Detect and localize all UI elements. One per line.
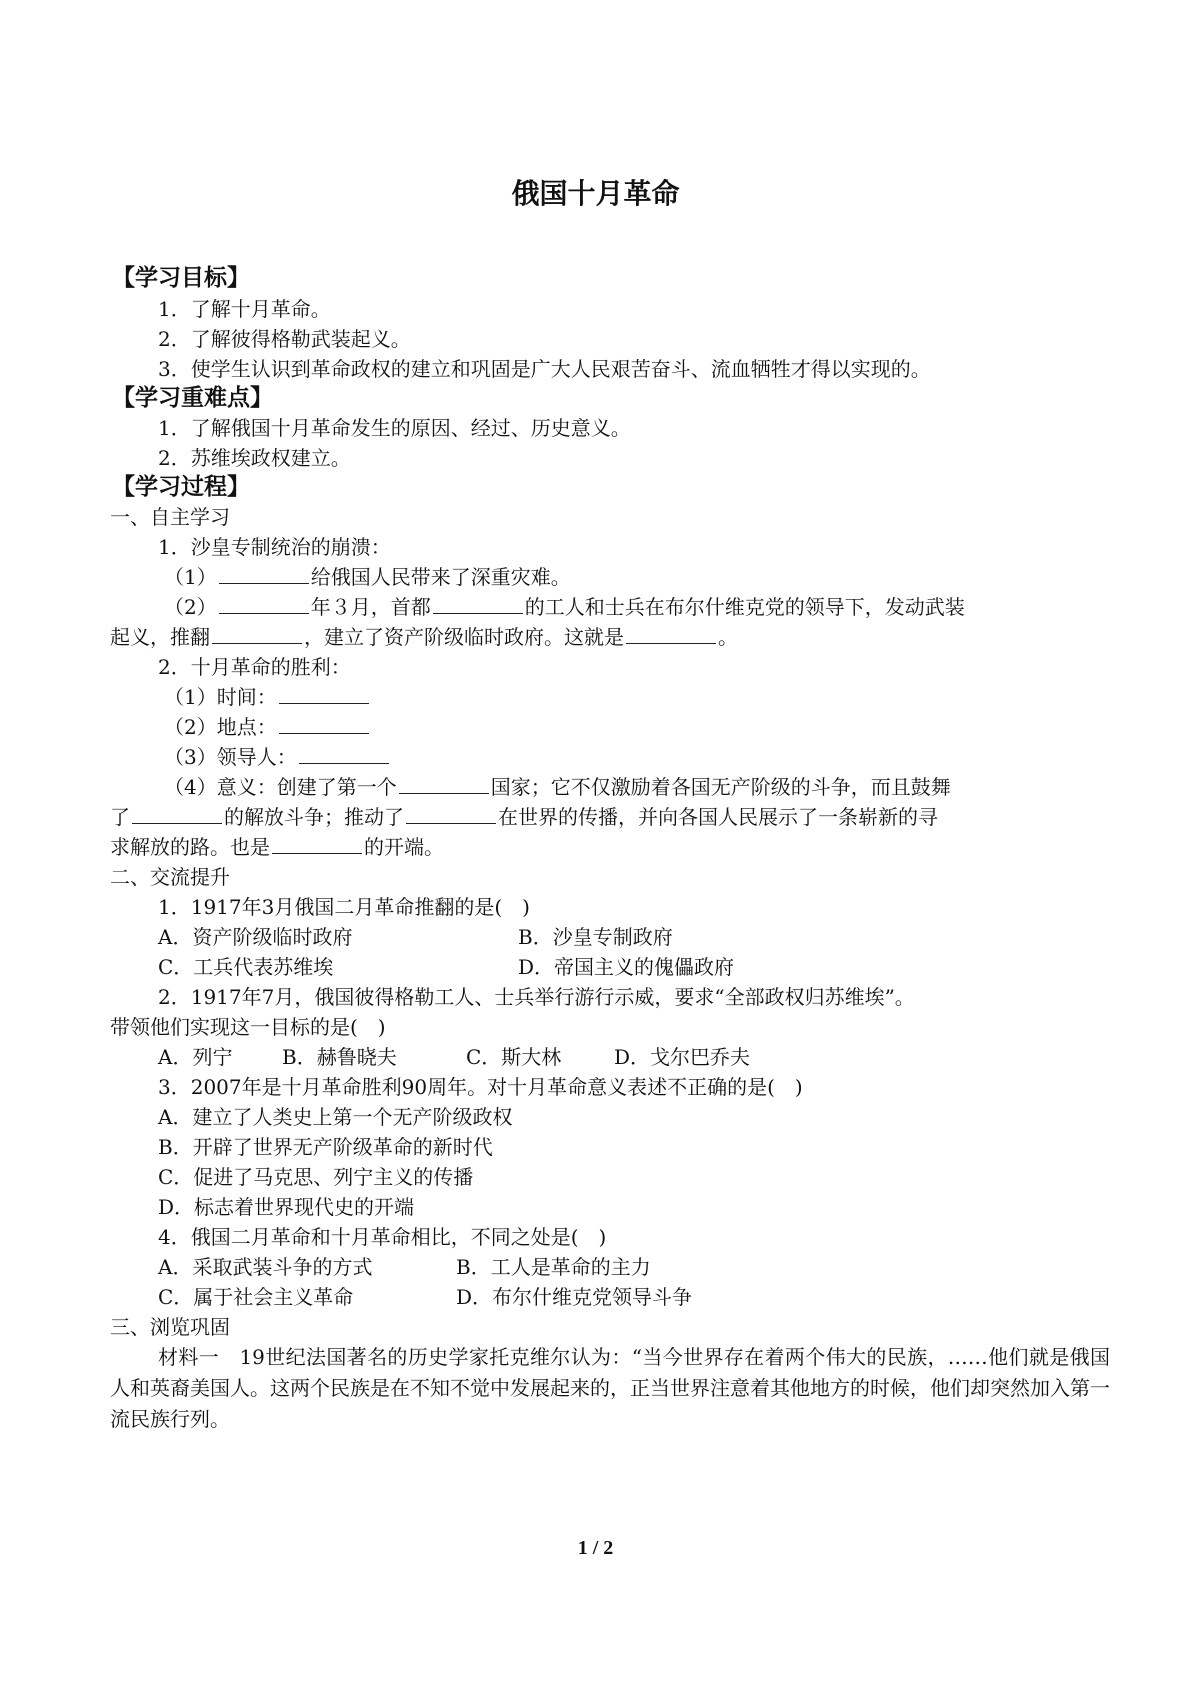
s2-q1-option-b[interactable]: B．沙皇专制政府 <box>518 925 673 949</box>
q2-sig-text: 的解放斗争；推动了 <box>224 805 404 829</box>
key-points-heading: 【学习重难点】 <box>112 385 273 411</box>
fill-blank[interactable] <box>279 683 369 704</box>
fill-blank[interactable] <box>279 713 369 734</box>
fill-blank[interactable] <box>272 833 362 854</box>
s2-q4-option-c[interactable]: C．属于社会主义革命 <box>158 1285 354 1309</box>
s2-q2-line1: 2．1917年7月，俄国彼得格勒工人、士兵举行游行示威，要求“全部政权归苏维埃”。 <box>158 985 915 1009</box>
q2-leader-line <box>164 742 391 772</box>
q2-title: 2．十月革命的胜利： <box>158 655 351 679</box>
section2-title: 二、交流提升 <box>110 865 230 889</box>
s2-q2-option-c[interactable]: C．斯大林 <box>466 1045 562 1069</box>
q2-place-label: （2）地点： <box>164 715 277 739</box>
q2-sig-text: 国家；它不仅激励着各国无产阶级的斗争，而且鼓舞 <box>490 775 951 799</box>
objectives-heading: 【学习目标】 <box>112 265 250 291</box>
q1-b-text: 年３月，首都 <box>310 595 431 619</box>
s2-q1: 1．1917年3月俄国二月革命推翻的是( ) <box>158 895 530 919</box>
fill-blank[interactable] <box>406 803 496 824</box>
q1-a-text: 给俄国人民带来了深重灾难。 <box>310 565 571 589</box>
process-heading: 【学习过程】 <box>112 474 250 500</box>
s2-q4-option-b[interactable]: B．工人是革命的主力 <box>456 1255 651 1279</box>
page-number: 1 / 2 <box>577 1537 614 1559</box>
s2-q4: 4．俄国二月革命和十月革命相比，不同之处是( ) <box>158 1225 607 1249</box>
q2-sig-text: 求解放的路。也是 <box>110 835 270 859</box>
q2-sig-line1 <box>164 772 951 802</box>
q2-time-line <box>164 682 371 712</box>
q1-a-line <box>164 562 571 592</box>
fill-blank[interactable] <box>132 803 222 824</box>
fill-blank[interactable] <box>626 623 716 644</box>
s2-q3-option-c[interactable]: C．促进了马克思、列宁主义的传播 <box>158 1165 474 1189</box>
s2-q1-option-c[interactable]: C．工兵代表苏维埃 <box>158 955 334 979</box>
q1-b2-text: ，建立了资产阶级临时政府。这就是 <box>304 625 624 649</box>
q2-sig-line3 <box>110 832 444 862</box>
s2-q2-option-a[interactable]: A．列宁 <box>158 1045 233 1069</box>
objective-item: 2．了解彼得格勒武装起义。 <box>158 327 411 351</box>
q2-sig-text: 在世界的传播，并向各国人民展示了一条崭新的寻 <box>498 805 938 829</box>
page-title: 俄国十月革命 <box>511 177 680 210</box>
s2-q4-option-d[interactable]: D．布尔什维克党领导斗争 <box>456 1285 693 1309</box>
section3-title: 三、浏览巩固 <box>110 1315 230 1339</box>
s2-q2-line2: 带领他们实现这一目标的是( ) <box>110 1015 386 1039</box>
objective-item: 1．了解十月革命。 <box>158 297 331 321</box>
q1-b2-line <box>110 622 738 652</box>
s2-q2-options <box>158 1042 750 1072</box>
material-one: 材料一 19世纪法国著名的历史学家托克维尔认为：“当今世界存在着两个伟大的民族，……他们就是俄国人和英裔美国人。这两个民族是在不知不觉中发展起来的，正当世界注意着其他地方的时候，他们却突然加入第一流民族行列。 <box>110 1345 1110 1431</box>
q1-title: 1．沙皇专制统治的崩溃： <box>158 535 391 559</box>
fill-blank[interactable] <box>433 593 523 614</box>
q2-sig-line2 <box>110 802 938 832</box>
q2-leader-label: （3）领导人： <box>164 745 297 769</box>
q1-b-text: 的工人和士兵在布尔什维克党的领导下，发动武装 <box>524 595 965 619</box>
q2-sig-text: 了 <box>110 805 130 829</box>
objective-item: 3．使学生认识到革命政权的建立和巩固是广大人民艰苦奋斗、流血牺牲才得以实现的。 <box>158 357 931 381</box>
s2-q1-option-a[interactable]: A．资产阶级临时政府 <box>158 925 353 949</box>
q2-place-line <box>164 712 371 742</box>
s2-q2-option-b[interactable]: B．赫鲁晓夫 <box>282 1045 397 1069</box>
fill-blank[interactable] <box>219 593 309 614</box>
fill-blank[interactable] <box>219 563 309 584</box>
q1-b-line <box>164 592 965 622</box>
q2-time-label: （1）时间： <box>164 685 277 709</box>
key-point-item: 1．了解俄国十月革命发生的原因、经过、历史意义。 <box>158 416 631 440</box>
key-point-item: 2．苏维埃政权建立。 <box>158 446 351 470</box>
q1-b2-text: 起义，推翻 <box>110 625 210 649</box>
s2-q3-option-a[interactable]: A．建立了人类史上第一个无产阶级政权 <box>158 1105 513 1129</box>
s2-q3: 3．2007年是十月革命胜利90周年。对十月革命意义表述不正确的是( ) <box>158 1075 803 1099</box>
section1-title: 一、自主学习 <box>110 505 230 529</box>
fill-blank[interactable] <box>212 623 302 644</box>
s2-q4-option-a[interactable]: A．采取武装斗争的方式 <box>158 1255 373 1279</box>
fill-blank[interactable] <box>399 773 489 794</box>
q1-b-label: （2） <box>164 595 217 619</box>
q1-b2-text: 。 <box>718 625 738 649</box>
q2-sig-text: 的开端。 <box>364 835 444 859</box>
s2-q2-option-d[interactable]: D．戈尔巴乔夫 <box>614 1045 751 1069</box>
s2-q3-option-b[interactable]: B．开辟了世界无产阶级革命的新时代 <box>158 1135 493 1159</box>
s2-q1-option-d[interactable]: D．帝国主义的傀儡政府 <box>518 955 735 979</box>
q1-a-label: （1） <box>164 565 217 589</box>
s2-q3-option-d[interactable]: D．标志着世界现代史的开端 <box>158 1195 415 1219</box>
q2-sig-text: （4）意义：创建了第一个 <box>164 775 397 799</box>
fill-blank[interactable] <box>299 743 389 764</box>
